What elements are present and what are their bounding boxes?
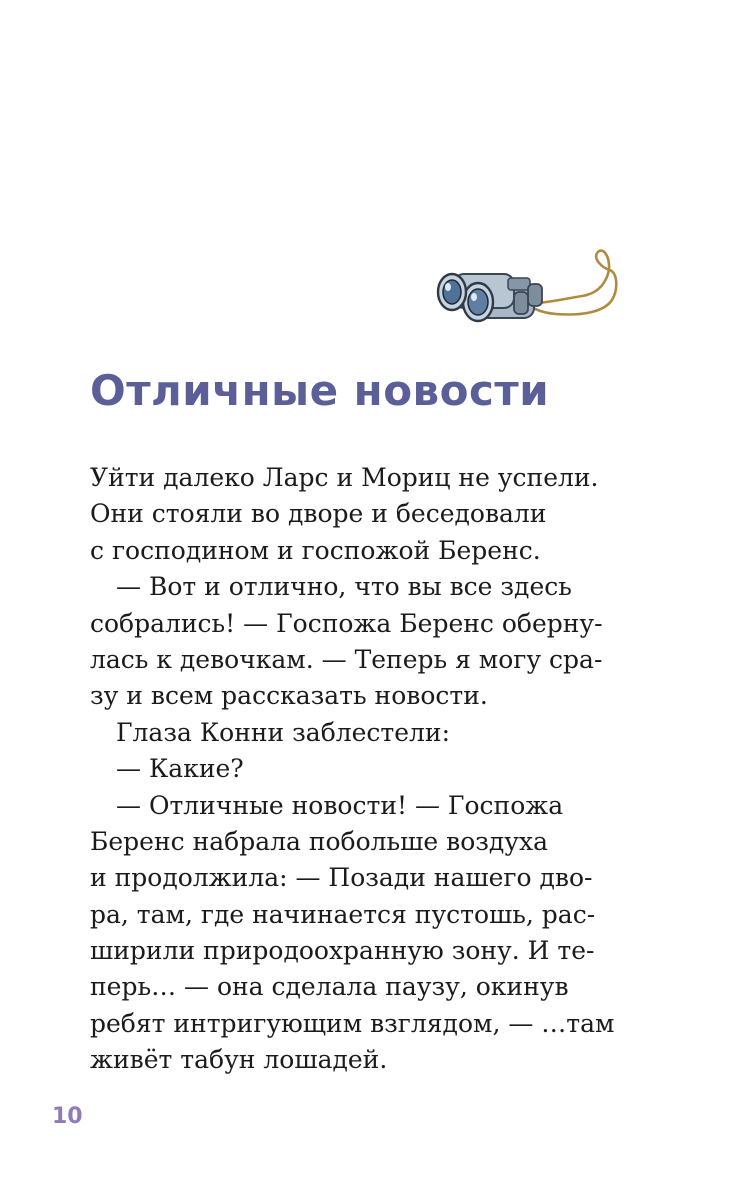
text-line: собрались! — Госпожа Беренс оберну-	[90, 608, 603, 638]
text-line: — Какие?	[116, 754, 244, 784]
text-line: Глаза Конни заблестели:	[116, 717, 451, 747]
text-line: ра, там, где начинается пустошь, рас-	[90, 899, 596, 929]
text-line: — Отличные новости! — Госпожа	[116, 790, 564, 820]
body-text	[90, 460, 615, 1079]
text-line: ширили природоохранную зону. И те-	[90, 936, 595, 966]
text-line: — Вот и отлично, что вы все здесь	[116, 572, 572, 602]
text-line: Беренс набрала побольше воздуха	[90, 826, 548, 856]
text-line: Уйти далеко Ларс и Мориц не успели.	[90, 463, 599, 492]
text-line: ребят интригующим взглядом, — …там	[90, 1008, 615, 1038]
text-line: Они стояли во дворе и беседовали	[90, 499, 547, 529]
text-line: и продолжила: — Позади нашего дво-	[90, 863, 593, 893]
text-line: перь… — она сделала паузу, окинув	[90, 972, 569, 1002]
text-line: зу и всем рассказать новости.	[90, 681, 488, 711]
text-line: лась к девочкам. — Теперь я могу сра-	[90, 644, 603, 674]
chapter-title: Отличные новости	[90, 366, 550, 415]
page-number: 10	[52, 1104, 83, 1129]
binoculars-icon	[432, 240, 642, 340]
text-line: живёт табун лошадей.	[90, 1045, 388, 1075]
text-line: с господином и госпожой Беренс.	[90, 535, 541, 565]
